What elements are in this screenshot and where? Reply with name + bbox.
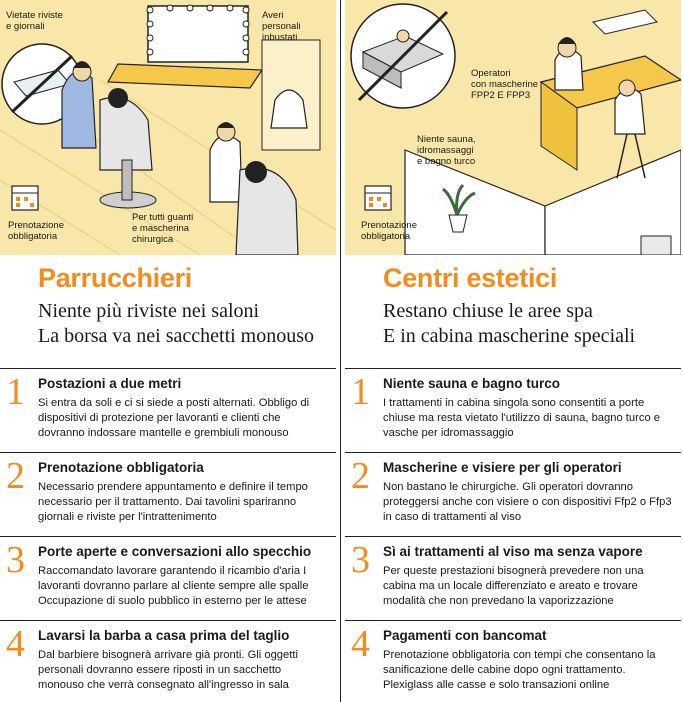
list-item bbox=[345, 454, 681, 534]
list-item bbox=[0, 454, 336, 534]
subtitle-line: La borsa va nei sacchetti monouso bbox=[38, 325, 315, 347]
item-number: 2 bbox=[351, 455, 370, 497]
item-body: Raccomandato lavorare garantendo il ricambio d'aria I lavoranti dovranno parlare al cliente sempre alle spalle Occupazione di suolo pubblico in esterno per le attese bbox=[38, 565, 309, 607]
list-item bbox=[0, 622, 336, 702]
divider bbox=[0, 368, 336, 369]
centri-estetici-illustration bbox=[345, 0, 681, 255]
item-number: 3 bbox=[351, 539, 370, 581]
item-heading: Niente sauna e bagno turco bbox=[383, 376, 561, 391]
list-item bbox=[0, 370, 336, 450]
item-number: 1 bbox=[351, 371, 370, 413]
divider bbox=[345, 452, 681, 453]
item-body: Non bastano le chirurgiche. Gli operatori dovranno proteggersi anche con visiere o con dispositivi Ffp2 o Ffp3 in caso di trattamenti al viso bbox=[383, 481, 672, 523]
caption-guanti: Per tutti guanti e mascherina chirurgica bbox=[132, 212, 194, 245]
divider bbox=[0, 536, 336, 537]
caption-sauna: Niente sauna, idromassaggi e bagno turco bbox=[417, 134, 476, 167]
item-body: I trattamenti in cabina singola sono consentiti a porte chiuse ma resta vietato l'utilizzo di sauna, bagno turco e vasche per idromassaggio bbox=[383, 397, 661, 439]
item-heading: Porte aperte e conversazioni allo specchio bbox=[38, 544, 312, 559]
section-title: Centri estetici bbox=[383, 263, 558, 293]
item-heading: Prenotazione obbligatoria bbox=[38, 460, 204, 475]
divider bbox=[345, 368, 681, 369]
item-heading: Sì ai trattamenti al viso ma senza vapore bbox=[383, 544, 643, 559]
item-body: Dal barbiere bisognerà arrivare già pronti. Gli oggetti personali dovranno essere riposti in un sacchetto monouso che verrà consegnato all'ingresso in sala bbox=[38, 649, 298, 691]
caption-prenotazione: Prenotazione obbligatoria bbox=[8, 220, 64, 242]
subtitle-line: Niente più riviste nei saloni bbox=[38, 300, 260, 322]
spa-scene bbox=[345, 0, 681, 255]
list-item bbox=[0, 538, 336, 618]
calendar-icon bbox=[12, 186, 38, 210]
divider bbox=[0, 620, 336, 621]
item-number: 4 bbox=[351, 623, 370, 665]
parrucchieri-illustration bbox=[0, 0, 336, 255]
subtitle-line: Restano chiuse le aree spa bbox=[383, 300, 593, 322]
section-title: Parrucchieri bbox=[38, 263, 192, 293]
item-heading: Lavarsi la barba a casa prima del taglio bbox=[38, 628, 290, 643]
list-item bbox=[345, 622, 681, 702]
section-subtitle bbox=[383, 299, 683, 349]
item-body: Per queste prestazioni bisognerà prevedere non una cabina ma un locale differenziato e areato e trovare modalità che non prevedano la vaporizzazione bbox=[383, 565, 644, 607]
caption-prenotazione: Prenotazione obbligatoria bbox=[361, 220, 417, 242]
item-number: 3 bbox=[6, 539, 25, 581]
divider bbox=[0, 452, 336, 453]
list-item bbox=[345, 538, 681, 618]
item-heading: Mascherine e visiere per gli operatori bbox=[383, 460, 622, 475]
divider bbox=[345, 620, 681, 621]
subtitle-line: E in cabina mascherine speciali bbox=[383, 325, 636, 347]
parrucchieri-column bbox=[0, 0, 338, 702]
centri-estetici-column bbox=[345, 0, 683, 702]
item-number: 2 bbox=[6, 455, 25, 497]
item-body: Necessario prendere appuntamento e definire il tempo necessario per il trattamento. Dai tavolini spariranno giornali e riviste per l'intrattenimento bbox=[38, 481, 308, 523]
item-body: Si entra da soli e ci si siede a posti alternati. Obbligo di dispositivi di protezione per lavoranti e clienti che dovranno indossare mantelle e grembiuli monouso bbox=[38, 397, 310, 439]
calendar-icon bbox=[365, 186, 391, 210]
item-heading: Pagamenti con bancomat bbox=[383, 628, 547, 643]
item-number: 4 bbox=[6, 623, 25, 665]
item-body: Prenotazione obbligatoria con tempi che consentano la sanificazione delle cabine dopo ogni trattamento. Plexiglass alle casse e solo transazioni online bbox=[383, 649, 656, 691]
caption-averi: Averi personali inbustati bbox=[262, 10, 301, 43]
column-divider bbox=[340, 0, 341, 702]
item-heading: Postazioni a due metri bbox=[38, 376, 182, 391]
divider bbox=[345, 536, 681, 537]
list-item bbox=[345, 370, 681, 450]
caption-riviste: Vietate riviste e giornali bbox=[6, 10, 63, 32]
item-number: 1 bbox=[6, 371, 25, 413]
section-subtitle bbox=[38, 299, 338, 349]
caption-operatori: Operatori con mascherine FPP2 E FPP3 bbox=[471, 68, 539, 101]
